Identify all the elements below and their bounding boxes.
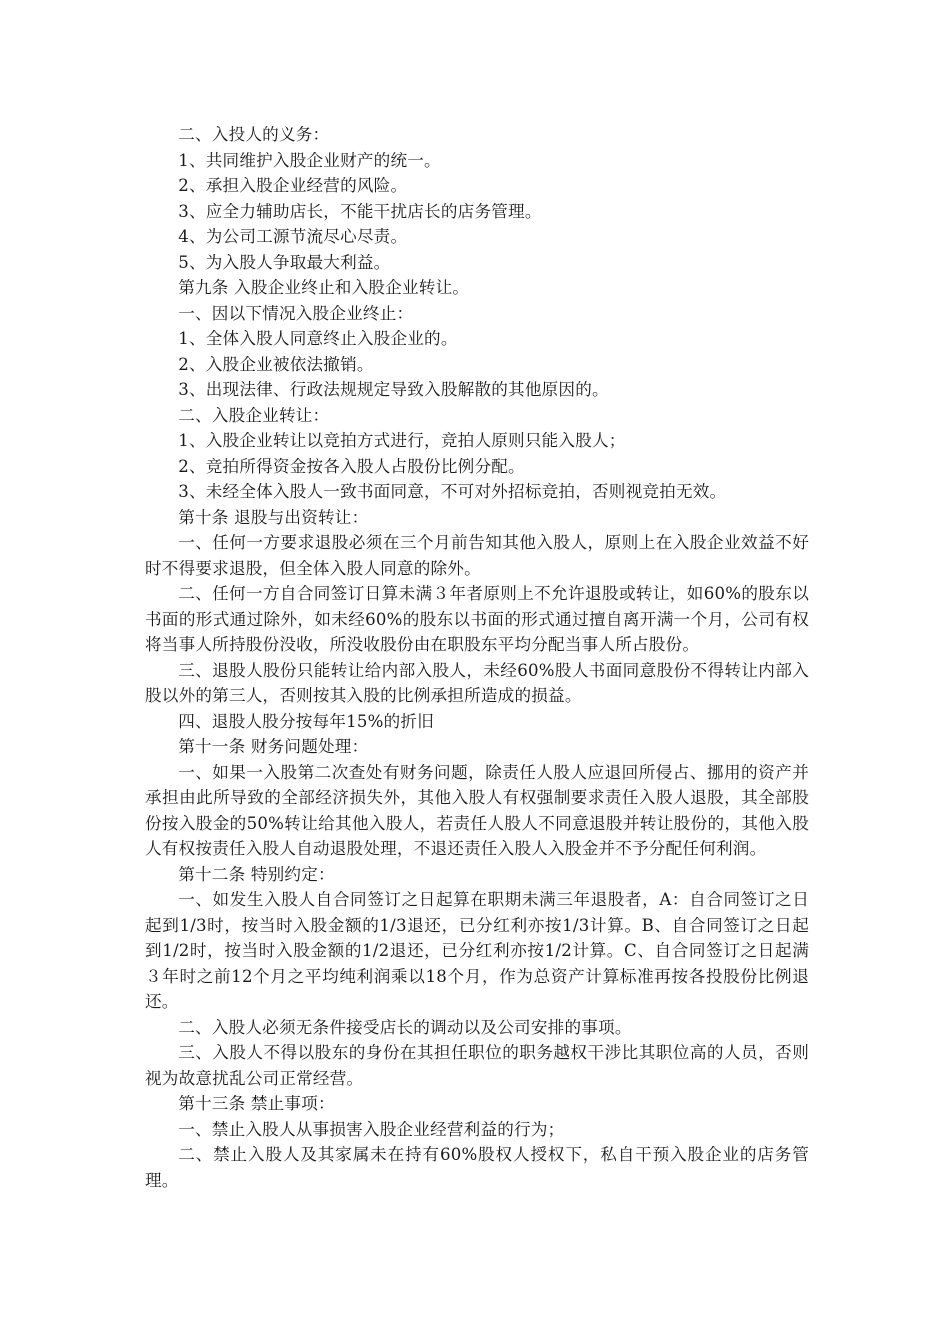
article-heading: 第十三条 禁止事项： [178, 1094, 335, 1113]
paragraph: 1、共同维护入股企业财产的统一。 [178, 150, 441, 170]
paragraph: 二、入股人必须无条件接受店长的调动以及公司安排的事项。 [178, 1017, 632, 1037]
paragraph: 4、为公司工源节流尽心尽责。 [178, 227, 408, 246]
paragraph: 3、应全力辅助店长，不能干扰店长的店务管理。 [178, 201, 542, 221]
paragraph: 二、入股企业转让： [178, 405, 330, 425]
paragraph: 二、禁止入股人及其家属未在持有60%股权人授权下，私自干预入股企业的店务管理。 [145, 1145, 809, 1190]
paragraph: 一、如发生入股人自合同签订之日起算在职期未满三年退股者，A：自合同签订之日起到1/3时，按当时入股金额的1/3退还，已分红利亦按1/3计算。B、自合同签订之日起到1/2时，按当时入股金额的1/2退还，已分红利亦按1/2计算。C、自合同签订之日起满３年时之前12个月之平均纯利润乘以18个月，作为总资产计算标准再按各投股份比例退还。 [145, 890, 809, 1011]
paragraph: 一、如果一入股第二次查处有财务问题，除责任人股人应退回所侵占、挪用的资产并承担由此所导致的全部经济损失外，其他入股人有权强制要求责任入股人退股，其全部股份按入股金的50%转让给其他入股人，若责任人股人不同意退股并转让股份的，其他入股人有权按责任入股人自动退股处理，不退还责任入股人入股金并不予分配任何利润。 [145, 762, 809, 858]
paragraph: 1、入股企业转让以竞拍方式进行，竞拍人原则只能入股人； [178, 431, 626, 450]
paragraph: 四、退股人股分按每年15%的折旧 [178, 711, 434, 731]
paragraph: 3、未经全体入股人一致书面同意，不可对外招标竞拍，否则视竞拍无效。 [178, 482, 727, 501]
paragraph: 一、禁止入股人从事损害入股企业经营利益的行为； [178, 1119, 565, 1139]
paragraph: 三、入股人不得以股东的身份在其担任职位的职务越权干涉比其职位高的人员，否则视为故意扰乱公司正常经营。 [145, 1043, 809, 1088]
paragraph: 一、任何一方要求退股必须在三个月前告知其他入股人，原则上在入股企业效益不好时不得要求退股，但全体入股人同意的除外。 [145, 533, 809, 578]
paragraph: 2、承担入股企业经营的风险。 [178, 176, 408, 195]
article-heading: 第十二条 特别约定： [178, 864, 335, 884]
paragraph: 三、退股人股份只能转让给内部入股人，未经60%股人书面同意股份不得转让内部入股以外的第三人，否则按其入股的比例承担所造成的损益。 [145, 660, 809, 705]
article-heading: 第九条 入股企业终止和入股企业转让。 [178, 278, 470, 297]
paragraph: 2、入股企业被依法撤销。 [178, 354, 374, 374]
paragraph: 二、任何一方自合同签订日算未满３年者原则上不允许退股或转让，如60%的股东以书面的形式通过除外，如未经60%的股东以书面的形式通过擅自离开满一个月，公司有权将当事人所持股份没收，所没收股份由在职股东平均分配当事人所占股份。 [145, 584, 809, 654]
paragraph: 二、入投人的义务： [178, 125, 330, 144]
paragraph: 一、因以下情况入股企业终止： [178, 303, 414, 323]
article-heading: 第十一条 财务问题处理： [178, 737, 369, 756]
paragraph: 3、出现法律、行政法规规定导致入股解散的其他原因的。 [178, 380, 609, 399]
paragraph: 5、为入股人争取最大利益。 [178, 252, 391, 272]
article-heading: 第十条 退股与出资转让： [178, 507, 369, 527]
paragraph: 2、竞拍所得资金按各入股人占股份比例分配。 [178, 456, 525, 476]
document-body [145, 122, 809, 1193]
paragraph: 1、全体入股人同意终止入股企业的。 [178, 329, 458, 348]
